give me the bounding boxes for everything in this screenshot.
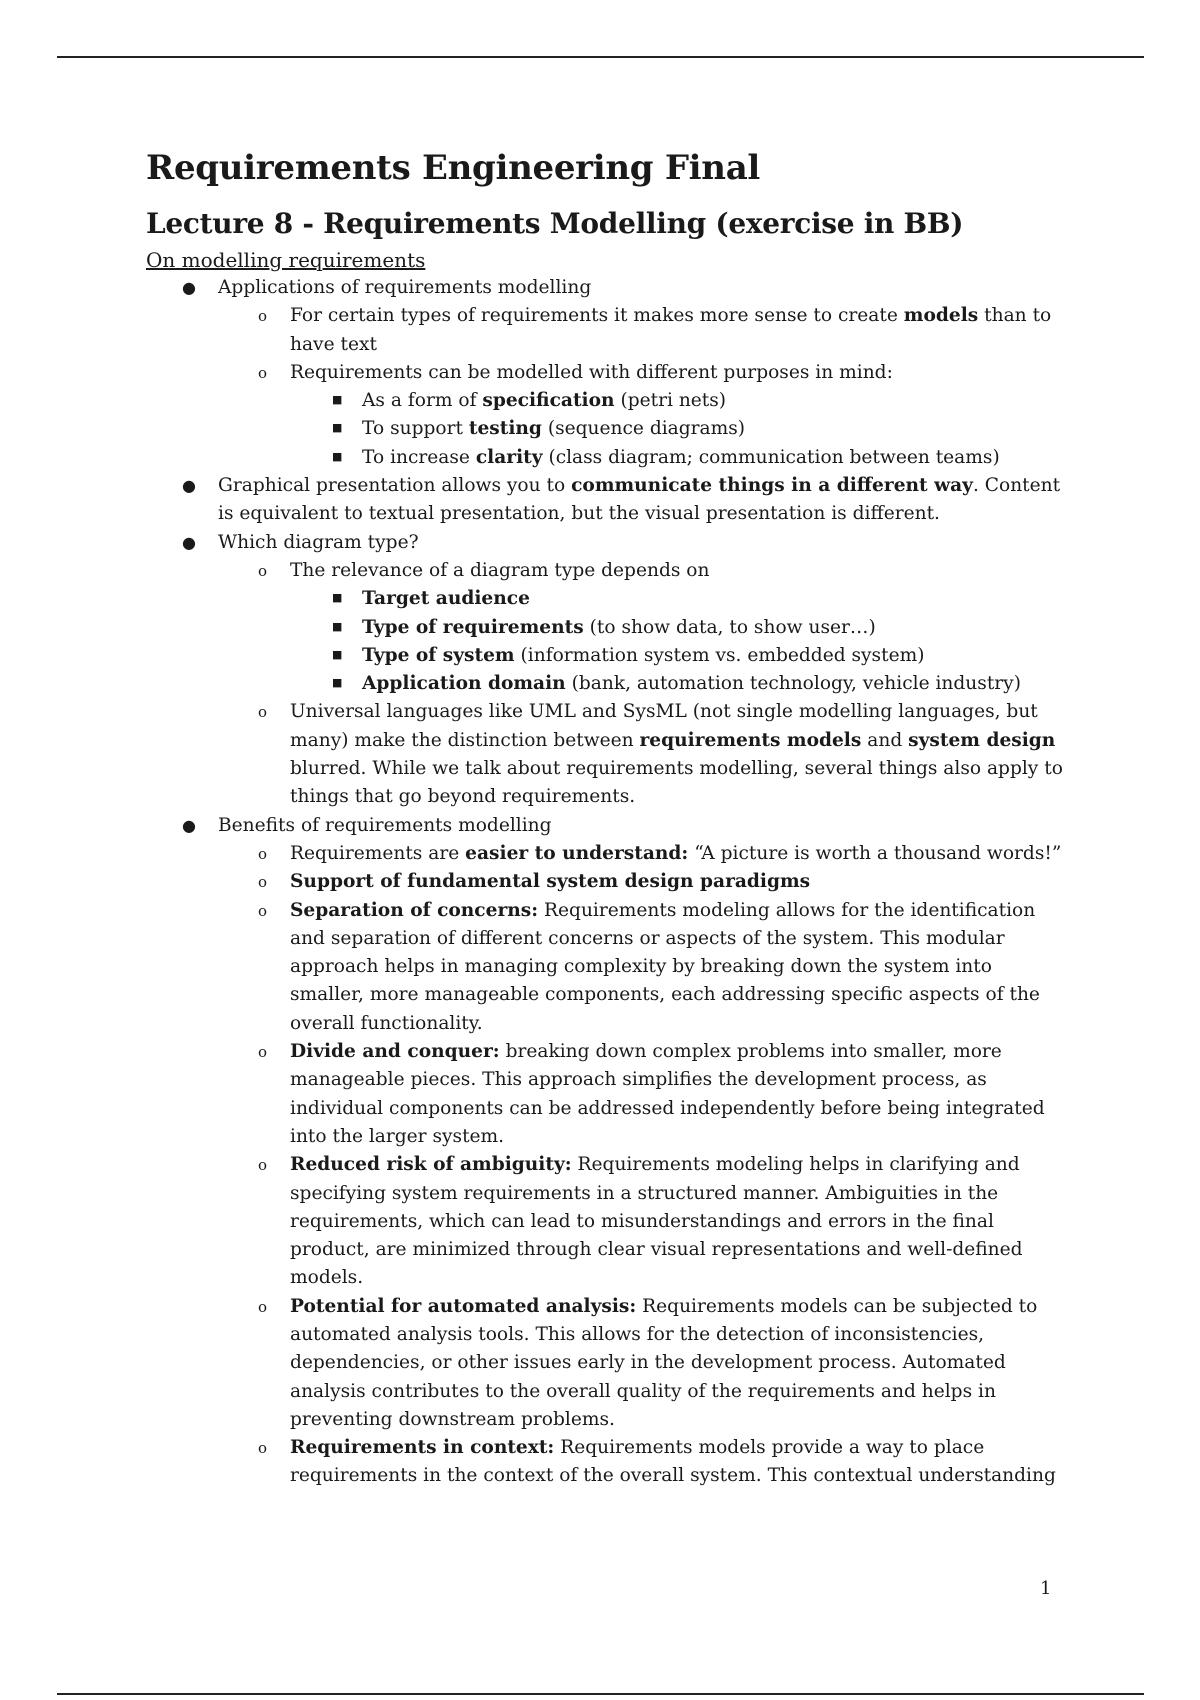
list-item: ● Benefits of requirements modelling o Requirements are easier to understand: “A picture is worth a thousand words!” o Support of fundamental system design paradigms o Separation of concerns: Requirements modeling allows for the identification and separation of different concerns or aspects of the system. This modular approach helps in managing complexity by breaking down the system into smaller, more manageable components, each addressing specific aspects of the overall functionality. o Divide and conquer: breaking down complex problems into smaller, more manageable pieces. This approach simplifies the development process, as individual components can be addressed independently before being integrated into the larger system. o Reduced risk of ambiguity: Requirements modeling helps in clarifying and specifying system requirements in a structured manner. Ambiguities in the requirements, which can lead to misunderstandings and errors in the final product, are minimized through clear visual representations and well-defined models. o Potential for automated analysis: Requirements models can be subjected to automated analysis tools. This allows for the detection of inconsistencies, dependencies, or other issues early in the development process. Automated analysis contributes to the overall quality of the requirements and helps in preventing downstream problems. o Requirements in context: Requirements models provide a way to place requirements in the context of the overall system. This contextual understanding <box>146 812 1066 1491</box>
circle-bullet-icon: o <box>258 844 268 863</box>
square-bullet-icon: ■ <box>332 449 343 463</box>
bullet-icon: ● <box>182 815 196 835</box>
circle-bullet-icon: o <box>258 1156 268 1175</box>
list-item: o Requirements can be modelled with different purposes in mind: ■ As a form of specification (petri nets) ■ To support testing (sequence diagrams) ■ To increase clarity (class diagram; communication between teams) <box>218 359 1066 472</box>
list-item: o Support of fundamental system design paradigms <box>218 868 1066 896</box>
list-item: ■ As a form of specification (petri nets) <box>290 387 1066 415</box>
circle-bullet-icon: o <box>258 363 268 382</box>
header-rule <box>57 56 1144 58</box>
square-bullet-icon: ■ <box>332 647 343 661</box>
bullet-icon: ● <box>182 532 196 552</box>
list-item: ● Graphical presentation allows you to communicate things in a different way. Content is equivalent to textual presentation, but the visual presentation is different. <box>146 472 1066 529</box>
circle-bullet-icon: o <box>258 703 268 722</box>
circle-bullet-icon: o <box>258 873 268 892</box>
lecture-heading: Lecture 8 - Requirements Modelling (exercise in BB) <box>146 207 964 240</box>
list-item: o Requirements are easier to understand: “A picture is worth a thousand words!” <box>218 840 1066 868</box>
document-title: Requirements Engineering Final <box>146 148 761 188</box>
square-bullet-icon: ■ <box>332 393 343 407</box>
bullet-icon: ● <box>182 278 196 297</box>
list-item: ■ To support testing (sequence diagrams) <box>290 415 1066 443</box>
bullet-icon: ● <box>182 476 196 496</box>
sub-sub-bullet-list <box>218 387 1066 472</box>
list-item: o Requirements in context: Requirements models provide a way to place requirements in the context of the overall system. This contextual understanding <box>218 1434 1066 1491</box>
square-bullet-icon: ■ <box>332 421 343 435</box>
list-item: o Divide and conquer: breaking down complex problems into smaller, more manageable pieces. This approach simplifies the development process, as individual components can be addressed independently before being integrated into the larger system. <box>218 1038 1066 1151</box>
list-item: o For certain types of requirements it makes more sense to create models than to have text <box>218 302 1066 359</box>
sub-bullet-list <box>146 557 1066 812</box>
circle-bullet-icon: o <box>258 901 268 920</box>
list-item: ■ Application domain (bank, automation technology, vehicle industry) <box>290 670 1066 698</box>
section-heading: On modelling requirements <box>146 248 426 272</box>
list-item: ■ To increase clarity (class diagram; communication between teams) <box>290 444 1066 472</box>
list-item: ● Which diagram type? o The relevance of a diagram type depends on ■ Target audience ■ Type of requirements (to show data, to show user…) ■ Type of system (information system vs. embedded system) ■ Application domain (bank, automation technology, vehicle industry) o Universal languages like UML and SysML (not single modelling languages, but many) make the distinction between requirements models and system design blurred. While we talk about requirements modelling, several things also apply to things that go beyond requirements. <box>146 529 1066 812</box>
list-item: o Reduced risk of ambiguity: Requirements modeling helps in clarifying and specifying system requirements in a structured manner. Ambiguities in the requirements, which can lead to misunderstandings and errors in the final product, are minimized through clear visual representations and well-defined models. <box>218 1151 1066 1292</box>
circle-bullet-icon: o <box>258 1439 268 1458</box>
page-number: 1 <box>1040 1578 1052 1599</box>
list-item: ■ Type of system (information system vs. embedded system) <box>290 642 1066 670</box>
circle-bullet-icon: o <box>258 1297 268 1316</box>
main-bullet-list <box>146 274 1066 1491</box>
list-item: o Potential for automated analysis: Requirements models can be subjected to automated analysis tools. This allows for the detection of inconsistencies, dependencies, or other issues early in the development process. Automated analysis contributes to the overall quality of the requirements and helps in preventing downstream problems. <box>218 1293 1066 1434</box>
list-item: ■ Type of requirements (to show data, to show user…) <box>290 614 1066 642</box>
sub-bullet-list <box>146 840 1066 1491</box>
list-item: ● Applications of requirements modelling o For certain types of requirements it makes more sense to create models than to have text o Requirements can be modelled with different purposes in mind: ■ As a form of specification (petri nets) ■ To support testing (sequence diagrams) ■ To increase clarity (class diagram; communication between teams) <box>146 274 1066 472</box>
list-item: o Separation of concerns: Requirements modeling allows for the identification and separation of different concerns or aspects of the system. This modular approach helps in managing complexity by breaking down the system into smaller, more manageable components, each addressing specific aspects of the overall functionality. <box>218 897 1066 1038</box>
circle-bullet-icon: o <box>258 561 268 580</box>
list-item: ■ Target audience <box>290 585 1066 613</box>
square-bullet-icon: ■ <box>332 619 343 633</box>
list-item: o Universal languages like UML and SysML (not single modelling languages, but many) make the distinction between requirements models and system design blurred. While we talk about requirements modelling, several things also apply to things that go beyond requirements. <box>218 698 1066 811</box>
circle-bullet-icon: o <box>258 1043 268 1062</box>
page-content <box>146 146 1066 1491</box>
square-bullet-icon: ■ <box>332 591 343 605</box>
circle-bullet-icon: o <box>258 307 268 326</box>
sub-sub-bullet-list <box>218 585 1066 698</box>
sub-bullet-list <box>146 302 1066 472</box>
list-item: o The relevance of a diagram type depends on ■ Target audience ■ Type of requirements (to show data, to show user…) ■ Type of system (information system vs. embedded system) ■ Application domain (bank, automation technology, vehicle industry) <box>218 557 1066 698</box>
square-bullet-icon: ■ <box>332 676 343 690</box>
footer-rule <box>57 1693 1144 1695</box>
